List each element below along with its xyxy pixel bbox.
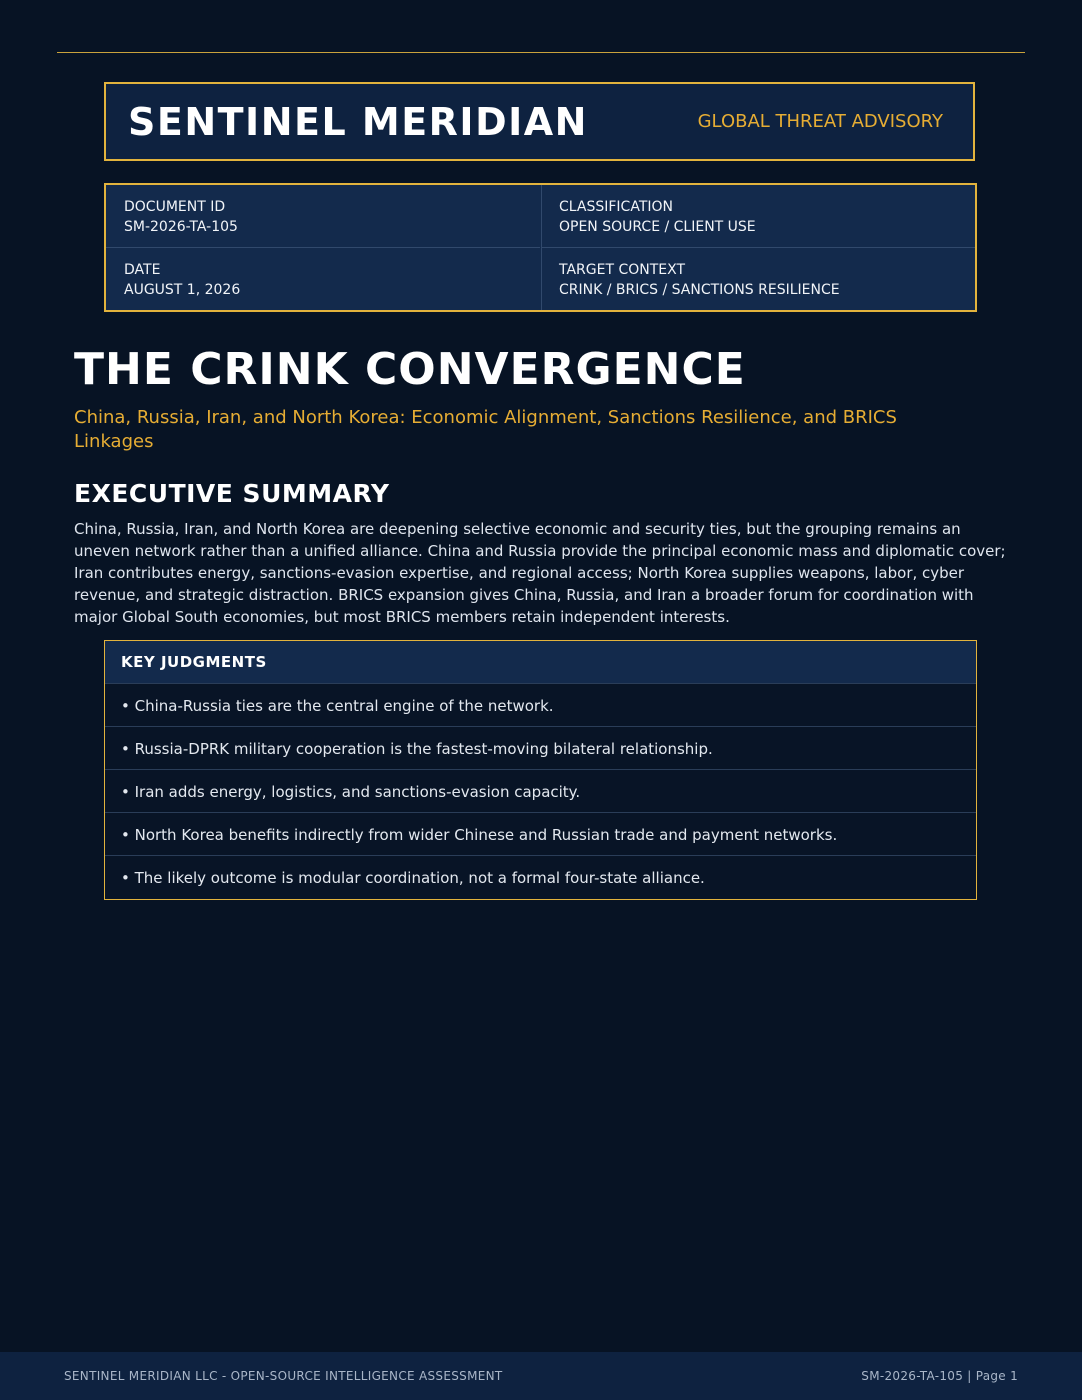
meta-label: DOCUMENT ID xyxy=(124,199,226,215)
meta-cell-document-id xyxy=(106,185,540,247)
meta-label: DATE xyxy=(124,262,161,278)
top-rule-divider xyxy=(57,52,1025,53)
meta-value: OPEN SOURCE / CLIENT USE xyxy=(559,219,756,235)
key-judgment-item: • Iran adds energy, logistics, and sanctions-evasion capacity. xyxy=(105,769,976,812)
masthead xyxy=(104,82,975,161)
key-judgment-item: • China-Russia ties are the central engine of the network. xyxy=(105,683,976,726)
footer-company-line: SENTINEL MERIDIAN LLC - OPEN-SOURCE INTELLIGENCE ASSESSMENT xyxy=(64,1369,503,1383)
document-title: THE CRINK CONVERGENCE xyxy=(74,344,746,395)
meta-cell-date xyxy=(106,247,540,310)
meta-value: CRINK / BRICS / SANCTIONS RESILIENCE xyxy=(559,282,840,298)
footer-page-number: SM-2026-TA-105 | Page 1 xyxy=(861,1369,1018,1383)
document-subtitle: China, Russia, Iran, and North Korea: Economic Alignment, Sanctions Resilience, and BRICS Linkages xyxy=(74,407,897,452)
key-judgment-item: • Russia-DPRK military cooperation is the fastest-moving bilateral relationship. xyxy=(105,726,976,769)
key-judgment-item: • The likely outcome is modular coordination, not a formal four-state alliance. xyxy=(105,855,976,898)
page-footer xyxy=(0,1352,1082,1400)
meta-label: CLASSIFICATION xyxy=(559,199,673,215)
key-judgments-panel xyxy=(104,640,977,900)
meta-label: TARGET CONTEXT xyxy=(559,262,686,278)
meta-cell-target-context xyxy=(541,247,975,310)
executive-summary-heading: EXECUTIVE SUMMARY xyxy=(74,479,390,508)
meta-cell-classification xyxy=(541,185,975,247)
meta-value: SM-2026-TA-105 xyxy=(124,219,238,235)
key-judgments-heading: KEY JUDGMENTS xyxy=(105,641,976,683)
document-metadata-table xyxy=(104,183,977,312)
meta-value: AUGUST 1, 2026 xyxy=(124,282,241,298)
masthead-tagline: GLOBAL THREAT ADVISORY xyxy=(697,111,943,132)
executive-summary-body: China, Russia, Iran, and North Korea are deepening selective economic and security ties, but the grouping remains an uneven network rather than a unified alliance. China and Russia provide the principal economic mass and diplomatic cover; Iran contributes energy, sanctions-evasion expertise, and regional access; North Korea supplies weapons, labor, cyber revenue, and strategic distraction. BRICS expansion gives China, Russia, and Iran a broader forum for coordination with major Global South economies, but most BRICS members retain independent interests. xyxy=(74,520,1006,626)
key-judgment-item: • North Korea benefits indirectly from wider Chinese and Russian trade and payment networks. xyxy=(105,812,976,855)
brand-name: SENTINEL MERIDIAN xyxy=(128,100,588,144)
